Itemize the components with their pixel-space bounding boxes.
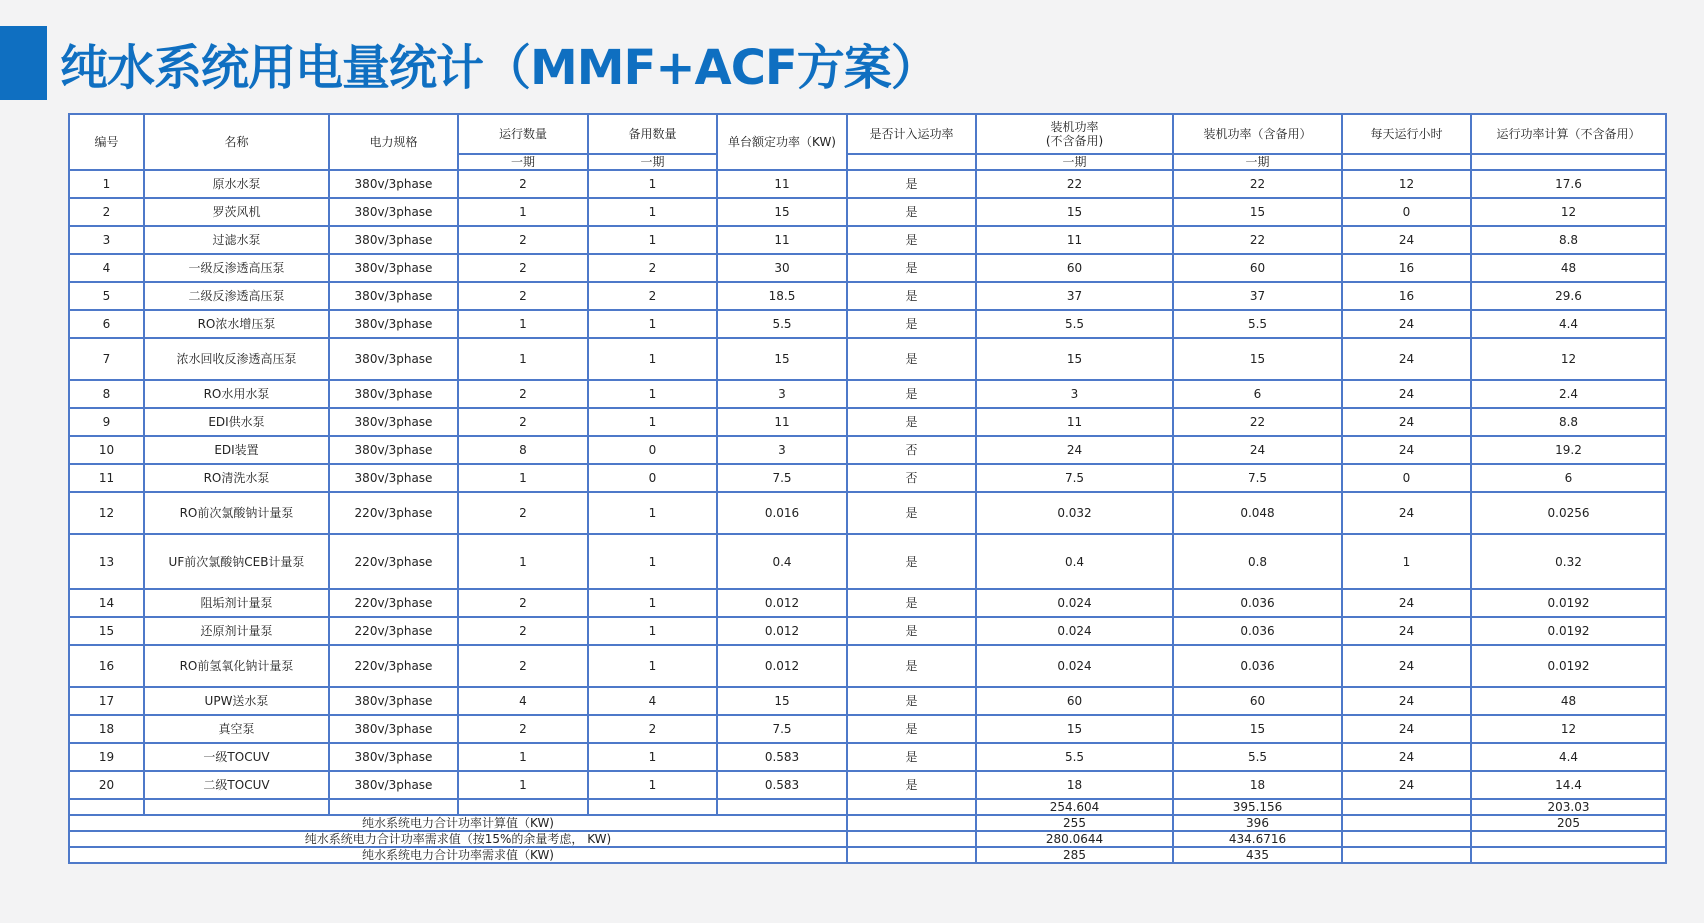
cell-installed-incl: 0.036 [1173, 645, 1342, 687]
cell-unit-power: 11 [717, 408, 847, 436]
subtotal-name [144, 799, 329, 815]
cell-no: 1 [69, 170, 144, 198]
cell-counted: 是 [847, 380, 976, 408]
cell-run-qty: 2 [458, 254, 588, 282]
cell-spare-qty: 1 [588, 408, 717, 436]
header-installed-excl [976, 114, 1173, 154]
cell-spec: 380v/3phase [329, 687, 458, 715]
cell-name: 二级反渗透高压泵 [144, 282, 329, 310]
cell-counted: 是 [847, 310, 976, 338]
cell-name: 二级TOCUV [144, 771, 329, 799]
summary-run-power: 205 [1471, 815, 1666, 831]
header-hours: 每天运行小时 [1342, 114, 1471, 154]
cell-installed-excl: 0.032 [976, 492, 1173, 534]
cell-hours: 24 [1342, 310, 1471, 338]
cell-hours: 24 [1342, 436, 1471, 464]
header-installed-excl-line1: 装机功率 [1050, 120, 1099, 134]
cell-name: 罗茨风机 [144, 198, 329, 226]
cell-no: 6 [69, 310, 144, 338]
cell-installed-excl: 5.5 [976, 743, 1173, 771]
cell-run-power: 17.6 [1471, 170, 1666, 198]
cell-hours: 24 [1342, 226, 1471, 254]
cell-spec: 380v/3phase [329, 771, 458, 799]
summary-installed-incl: 434.6716 [1173, 831, 1342, 847]
cell-name: 浓水回收反渗透高压泵 [144, 338, 329, 380]
summary-installed-incl: 396 [1173, 815, 1342, 831]
cell-unit-power: 15 [717, 338, 847, 380]
table-row [69, 645, 1666, 687]
cell-counted: 是 [847, 198, 976, 226]
cell-hours: 24 [1342, 338, 1471, 380]
cell-unit-power: 0.012 [717, 645, 847, 687]
cell-no: 4 [69, 254, 144, 282]
cell-spare-qty: 0 [588, 436, 717, 464]
cell-installed-incl: 15 [1173, 198, 1342, 226]
summary-hours [1342, 815, 1471, 831]
cell-hours: 24 [1342, 408, 1471, 436]
cell-spare-qty: 1 [588, 338, 717, 380]
header-installed-incl: 装机功率（含备用） [1173, 114, 1342, 154]
cell-no: 18 [69, 715, 144, 743]
cell-unit-power: 11 [717, 226, 847, 254]
cell-installed-excl: 11 [976, 226, 1173, 254]
summary-counted [847, 847, 976, 863]
cell-installed-incl: 7.5 [1173, 464, 1342, 492]
cell-installed-incl: 5.5 [1173, 743, 1342, 771]
cell-run-power: 0.32 [1471, 534, 1666, 589]
cell-no: 3 [69, 226, 144, 254]
cell-run-power: 48 [1471, 687, 1666, 715]
cell-unit-power: 3 [717, 436, 847, 464]
cell-no: 19 [69, 743, 144, 771]
header-run-qty-phase: 一期 [458, 154, 588, 170]
summary-row [69, 815, 1666, 831]
subtotal-spare-qty [588, 799, 717, 815]
cell-spare-qty: 4 [588, 687, 717, 715]
table-row [69, 226, 1666, 254]
cell-no: 13 [69, 534, 144, 589]
cell-installed-incl: 22 [1173, 226, 1342, 254]
table-row [69, 310, 1666, 338]
cell-installed-incl: 5.5 [1173, 310, 1342, 338]
cell-spec: 380v/3phase [329, 310, 458, 338]
cell-spare-qty: 1 [588, 743, 717, 771]
subtotal-run-qty [458, 799, 588, 815]
summary-row [69, 847, 1666, 863]
cell-installed-incl: 6 [1173, 380, 1342, 408]
cell-spec: 380v/3phase [329, 408, 458, 436]
cell-spec: 220v/3phase [329, 534, 458, 589]
cell-no: 11 [69, 464, 144, 492]
cell-spec: 220v/3phase [329, 617, 458, 645]
cell-spare-qty: 1 [588, 380, 717, 408]
header-installed-excl-phase: 一期 [976, 154, 1173, 170]
cell-hours: 24 [1342, 687, 1471, 715]
table-row [69, 282, 1666, 310]
cell-run-qty: 1 [458, 771, 588, 799]
subtotal-installed-excl: 254.604 [976, 799, 1173, 815]
table-row [69, 338, 1666, 380]
cell-spec: 380v/3phase [329, 743, 458, 771]
cell-run-qty: 2 [458, 170, 588, 198]
cell-name: 真空泵 [144, 715, 329, 743]
cell-installed-excl: 22 [976, 170, 1173, 198]
cell-counted: 否 [847, 464, 976, 492]
table-row [69, 743, 1666, 771]
cell-hours: 12 [1342, 170, 1471, 198]
cell-name: 一级TOCUV [144, 743, 329, 771]
header-counted: 是否计入运功率 [847, 114, 976, 154]
cell-run-power: 29.6 [1471, 282, 1666, 310]
cell-unit-power: 15 [717, 687, 847, 715]
table-row [69, 436, 1666, 464]
cell-counted: 是 [847, 743, 976, 771]
header-row [69, 114, 1666, 154]
cell-run-qty: 2 [458, 380, 588, 408]
cell-name: 一级反渗透高压泵 [144, 254, 329, 282]
table-row [69, 617, 1666, 645]
cell-unit-power: 30 [717, 254, 847, 282]
cell-installed-incl: 15 [1173, 715, 1342, 743]
cell-counted: 是 [847, 715, 976, 743]
cell-spec: 220v/3phase [329, 645, 458, 687]
cell-unit-power: 0.4 [717, 534, 847, 589]
cell-run-qty: 2 [458, 589, 588, 617]
cell-counted: 否 [847, 436, 976, 464]
table-row [69, 687, 1666, 715]
header-name: 名称 [144, 114, 329, 170]
cell-no: 9 [69, 408, 144, 436]
cell-counted: 是 [847, 645, 976, 687]
cell-run-qty: 1 [458, 534, 588, 589]
cell-no: 20 [69, 771, 144, 799]
summary-installed-incl: 435 [1173, 847, 1342, 863]
cell-no: 15 [69, 617, 144, 645]
summary-counted [847, 831, 976, 847]
cell-spare-qty: 2 [588, 715, 717, 743]
header-hours-phase [1342, 154, 1471, 170]
header-run-power-phase [1471, 154, 1666, 170]
table-row [69, 492, 1666, 534]
cell-name: RO清洗水泵 [144, 464, 329, 492]
cell-installed-incl: 0.036 [1173, 617, 1342, 645]
cell-hours: 24 [1342, 743, 1471, 771]
cell-run-power: 0.0192 [1471, 645, 1666, 687]
cell-no: 12 [69, 492, 144, 534]
cell-name: RO前氢氧化钠计量泵 [144, 645, 329, 687]
cell-run-qty: 2 [458, 617, 588, 645]
header-run-power: 运行功率计算（不含备用） [1471, 114, 1666, 154]
cell-installed-excl: 0.024 [976, 645, 1173, 687]
cell-no: 17 [69, 687, 144, 715]
cell-spare-qty: 2 [588, 282, 717, 310]
header-no: 编号 [69, 114, 144, 170]
cell-installed-excl: 7.5 [976, 464, 1173, 492]
cell-name: RO浓水增压泵 [144, 310, 329, 338]
header-unit-power: 单台额定功率（KW) [717, 114, 847, 170]
cell-run-qty: 1 [458, 464, 588, 492]
cell-installed-excl: 11 [976, 408, 1173, 436]
cell-unit-power: 0.583 [717, 743, 847, 771]
cell-name: 阻垢剂计量泵 [144, 589, 329, 617]
cell-counted: 是 [847, 771, 976, 799]
cell-unit-power: 5.5 [717, 310, 847, 338]
cell-run-qty: 4 [458, 687, 588, 715]
cell-installed-excl: 60 [976, 687, 1173, 715]
header-installed-excl-line2: (不含备用) [1045, 134, 1104, 148]
summary-hours [1342, 847, 1471, 863]
header-spec: 电力规格 [329, 114, 458, 170]
subtotal-spec [329, 799, 458, 815]
cell-counted: 是 [847, 170, 976, 198]
cell-spec: 220v/3phase [329, 589, 458, 617]
cell-installed-excl: 3 [976, 380, 1173, 408]
subtotal-hours [1342, 799, 1471, 815]
header-counted-phase [847, 154, 976, 170]
cell-spare-qty: 1 [588, 170, 717, 198]
subtotal-installed-incl: 395.156 [1173, 799, 1342, 815]
cell-run-qty: 1 [458, 310, 588, 338]
cell-installed-incl: 37 [1173, 282, 1342, 310]
cell-installed-incl: 0.048 [1173, 492, 1342, 534]
cell-installed-excl: 5.5 [976, 310, 1173, 338]
cell-installed-incl: 22 [1173, 170, 1342, 198]
summary-installed-excl: 285 [976, 847, 1173, 863]
cell-spec: 380v/3phase [329, 198, 458, 226]
cell-installed-excl: 15 [976, 338, 1173, 380]
table-row [69, 170, 1666, 198]
summary-label: 纯水系统电力合计功率需求值（按15%的余量考虑， KW) [69, 831, 847, 847]
cell-run-power: 6 [1471, 464, 1666, 492]
summary-installed-excl: 255 [976, 815, 1173, 831]
cell-hours: 24 [1342, 617, 1471, 645]
cell-spare-qty: 2 [588, 254, 717, 282]
cell-name: RO前次氯酸钠计量泵 [144, 492, 329, 534]
cell-unit-power: 15 [717, 198, 847, 226]
cell-no: 14 [69, 589, 144, 617]
table-row [69, 534, 1666, 589]
cell-spec: 380v/3phase [329, 338, 458, 380]
cell-unit-power: 7.5 [717, 715, 847, 743]
cell-run-qty: 2 [458, 645, 588, 687]
cell-unit-power: 0.012 [717, 589, 847, 617]
cell-counted: 是 [847, 226, 976, 254]
cell-spec: 380v/3phase [329, 380, 458, 408]
cell-counted: 是 [847, 687, 976, 715]
table-row [69, 380, 1666, 408]
cell-counted: 是 [847, 534, 976, 589]
table-row [69, 771, 1666, 799]
cell-spec: 380v/3phase [329, 436, 458, 464]
cell-hours: 24 [1342, 715, 1471, 743]
cell-run-qty: 2 [458, 492, 588, 534]
cell-name: UPW送水泵 [144, 687, 329, 715]
cell-spare-qty: 1 [588, 492, 717, 534]
cell-no: 10 [69, 436, 144, 464]
summary-run-power [1471, 831, 1666, 847]
cell-run-power: 0.0192 [1471, 589, 1666, 617]
cell-hours: 16 [1342, 282, 1471, 310]
cell-spare-qty: 1 [588, 589, 717, 617]
cell-spec: 380v/3phase [329, 226, 458, 254]
cell-run-power: 2.4 [1471, 380, 1666, 408]
cell-installed-excl: 18 [976, 771, 1173, 799]
cell-counted: 是 [847, 492, 976, 534]
cell-name: UF前次氯酸钠CEB计量泵 [144, 534, 329, 589]
cell-installed-incl: 60 [1173, 254, 1342, 282]
cell-hours: 24 [1342, 492, 1471, 534]
power-statistics-table [68, 113, 1667, 864]
cell-run-qty: 1 [458, 198, 588, 226]
subtotal-no [69, 799, 144, 815]
cell-hours: 24 [1342, 771, 1471, 799]
cell-installed-excl: 37 [976, 282, 1173, 310]
header-installed-incl-phase: 一期 [1173, 154, 1342, 170]
cell-run-qty: 2 [458, 282, 588, 310]
cell-run-power: 48 [1471, 254, 1666, 282]
cell-name: RO水用水泵 [144, 380, 329, 408]
table-row [69, 589, 1666, 617]
cell-run-power: 8.8 [1471, 226, 1666, 254]
cell-spec: 380v/3phase [329, 715, 458, 743]
cell-spare-qty: 1 [588, 617, 717, 645]
cell-spare-qty: 1 [588, 645, 717, 687]
cell-run-qty: 8 [458, 436, 588, 464]
cell-unit-power: 0.016 [717, 492, 847, 534]
cell-installed-incl: 24 [1173, 436, 1342, 464]
cell-counted: 是 [847, 408, 976, 436]
cell-unit-power: 3 [717, 380, 847, 408]
cell-run-power: 4.4 [1471, 310, 1666, 338]
cell-installed-excl: 0.024 [976, 589, 1173, 617]
cell-installed-excl: 0.024 [976, 617, 1173, 645]
cell-counted: 是 [847, 254, 976, 282]
cell-run-qty: 1 [458, 743, 588, 771]
cell-spec: 380v/3phase [329, 282, 458, 310]
cell-name: 还原剂计量泵 [144, 617, 329, 645]
page-title: 纯水系统用电量统计（MMF+ACF方案） [60, 40, 938, 96]
cell-installed-incl: 15 [1173, 338, 1342, 380]
table-row [69, 198, 1666, 226]
cell-run-qty: 2 [458, 226, 588, 254]
title-accent-bar [0, 26, 47, 100]
cell-installed-excl: 0.4 [976, 534, 1173, 589]
cell-hours: 0 [1342, 464, 1471, 492]
cell-run-power: 0.0192 [1471, 617, 1666, 645]
cell-run-power: 12 [1471, 715, 1666, 743]
cell-hours: 0 [1342, 198, 1471, 226]
cell-counted: 是 [847, 282, 976, 310]
cell-installed-excl: 15 [976, 198, 1173, 226]
cell-name: 原水水泵 [144, 170, 329, 198]
summary-row [69, 831, 1666, 847]
cell-counted: 是 [847, 589, 976, 617]
cell-run-qty: 2 [458, 408, 588, 436]
table-row [69, 254, 1666, 282]
cell-unit-power: 11 [717, 170, 847, 198]
cell-no: 5 [69, 282, 144, 310]
cell-no: 16 [69, 645, 144, 687]
cell-hours: 24 [1342, 645, 1471, 687]
cell-name: EDI装置 [144, 436, 329, 464]
subtotal-row [69, 799, 1666, 815]
cell-installed-excl: 60 [976, 254, 1173, 282]
cell-spare-qty: 1 [588, 771, 717, 799]
cell-counted: 是 [847, 617, 976, 645]
summary-installed-excl: 280.0644 [976, 831, 1173, 847]
summary-run-power [1471, 847, 1666, 863]
cell-run-power: 12 [1471, 198, 1666, 226]
cell-installed-incl: 18 [1173, 771, 1342, 799]
cell-spare-qty: 1 [588, 310, 717, 338]
cell-installed-incl: 60 [1173, 687, 1342, 715]
cell-hours: 24 [1342, 589, 1471, 617]
summary-hours [1342, 831, 1471, 847]
cell-unit-power: 18.5 [717, 282, 847, 310]
cell-spare-qty: 1 [588, 198, 717, 226]
subtotal-unit-power [717, 799, 847, 815]
cell-name: 过滤水泵 [144, 226, 329, 254]
cell-installed-incl: 0.036 [1173, 589, 1342, 617]
table-row [69, 408, 1666, 436]
cell-spec: 380v/3phase [329, 170, 458, 198]
summary-label: 纯水系统电力合计功率需求值（KW) [69, 847, 847, 863]
summary-counted [847, 815, 976, 831]
cell-run-power: 0.0256 [1471, 492, 1666, 534]
cell-no: 8 [69, 380, 144, 408]
cell-run-power: 19.2 [1471, 436, 1666, 464]
subtotal-run-power: 203.03 [1471, 799, 1666, 815]
header-spare-qty-phase: 一期 [588, 154, 717, 170]
cell-name: EDI供水泵 [144, 408, 329, 436]
cell-run-power: 12 [1471, 338, 1666, 380]
cell-hours: 24 [1342, 380, 1471, 408]
cell-spec: 380v/3phase [329, 464, 458, 492]
cell-run-power: 14.4 [1471, 771, 1666, 799]
cell-installed-incl: 22 [1173, 408, 1342, 436]
summary-label: 纯水系统电力合计功率计算值（KW) [69, 815, 847, 831]
cell-spec: 220v/3phase [329, 492, 458, 534]
cell-unit-power: 7.5 [717, 464, 847, 492]
cell-counted: 是 [847, 338, 976, 380]
cell-unit-power: 0.583 [717, 771, 847, 799]
cell-hours: 1 [1342, 534, 1471, 589]
header-spare-qty: 备用数量 [588, 114, 717, 154]
cell-installed-excl: 24 [976, 436, 1173, 464]
cell-no: 7 [69, 338, 144, 380]
cell-no: 2 [69, 198, 144, 226]
cell-spare-qty: 0 [588, 464, 717, 492]
table-row [69, 464, 1666, 492]
subtotal-counted [847, 799, 976, 815]
cell-installed-excl: 15 [976, 715, 1173, 743]
cell-run-power: 8.8 [1471, 408, 1666, 436]
cell-hours: 16 [1342, 254, 1471, 282]
cell-unit-power: 0.012 [717, 617, 847, 645]
cell-run-power: 4.4 [1471, 743, 1666, 771]
header-run-qty: 运行数量 [458, 114, 588, 154]
cell-spare-qty: 1 [588, 226, 717, 254]
cell-spare-qty: 1 [588, 534, 717, 589]
table-row [69, 715, 1666, 743]
cell-run-qty: 2 [458, 715, 588, 743]
cell-run-qty: 1 [458, 338, 588, 380]
cell-spec: 380v/3phase [329, 254, 458, 282]
cell-installed-incl: 0.8 [1173, 534, 1342, 589]
